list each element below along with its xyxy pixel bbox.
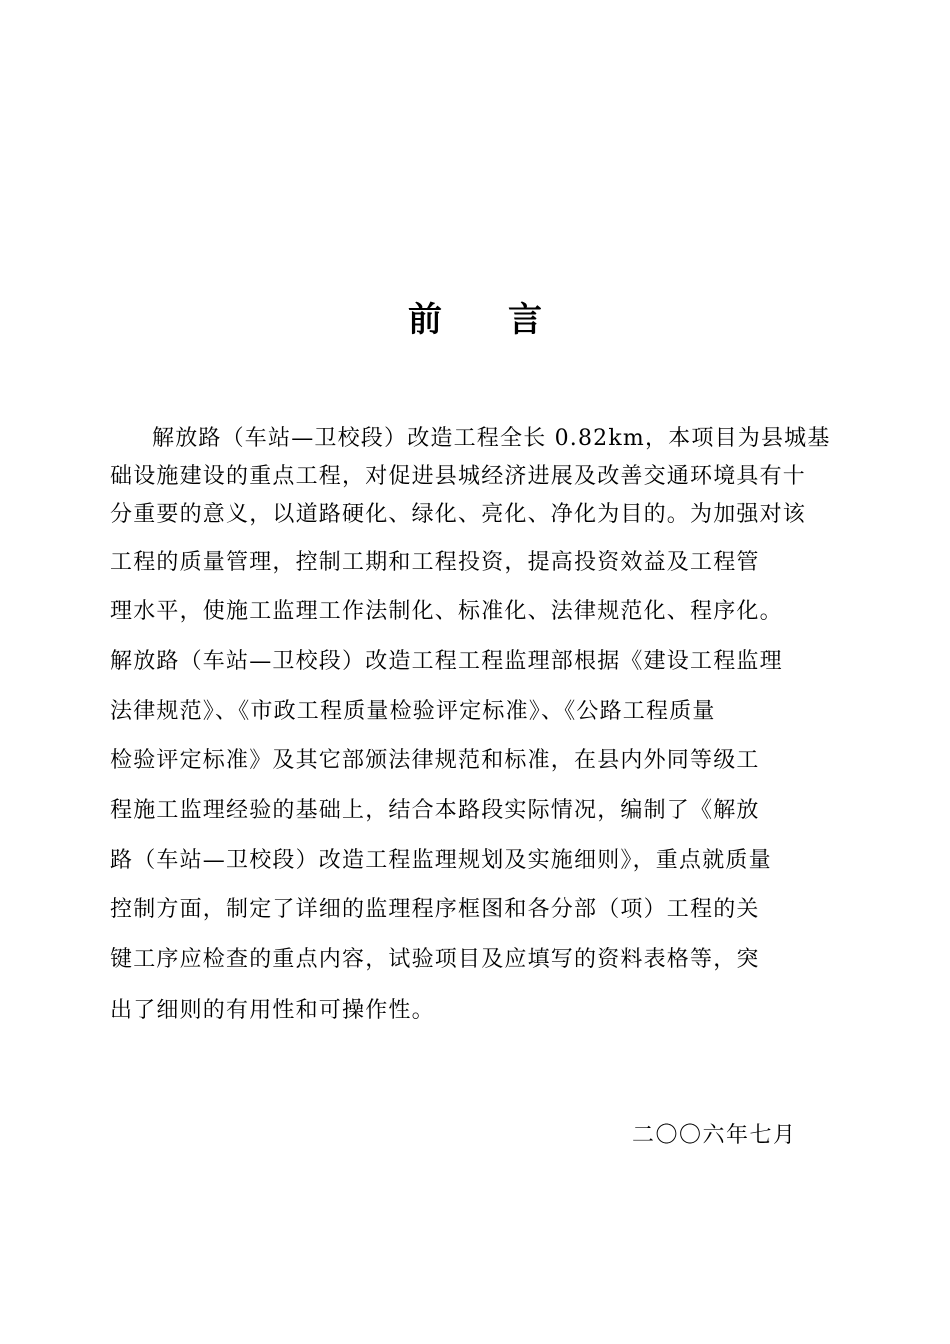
paragraph-line-8: 检验评定标准》及其它部颁法律规范和标准，在县内外同等级工 xyxy=(110,748,760,773)
title-char-2: 言 xyxy=(508,300,542,340)
paragraph-line-3: 分重要的意义，以道路硬化、绿化、亮化、净化为目的。为加强对该 xyxy=(110,502,807,527)
page-title xyxy=(0,290,950,350)
paragraph-line-11: 控制方面，制定了详细的监理程序框图和各分部（项）工程的关 xyxy=(110,897,760,922)
paragraph-line-7: 法律规范》、《市政工程质量检验评定标准》、《公路工程质量 xyxy=(110,699,716,724)
paragraph-line-1: 解放路（车站—卫校段）改造工程全长 0.82km，本项目为县城基 xyxy=(152,426,831,451)
paragraph-line-2: 础设施建设的重点工程，对促进县城经济进展及改善交通环境具有十 xyxy=(110,464,807,489)
paragraph-line-13: 出了细则的有用性和可操作性。 xyxy=(110,998,435,1023)
paragraph-line-4: 工程的质量管理，控制工期和工程投资，提高投资效益及工程管 xyxy=(110,550,760,575)
document-date: 二〇〇六年七月 xyxy=(632,1123,797,1148)
paragraph-line-10: 路（车站—卫校段）改造工程监理规划及实施细则》，重点就质量 xyxy=(110,848,772,873)
paragraph-line-12: 键工序应检查的重点内容，试验项目及应填写的资料表格等，突 xyxy=(110,947,760,972)
paragraph-line-5: 理水平，使施工监理工作法制化、标准化、法律规范化、程序化。 xyxy=(110,599,783,624)
paragraph-line-6: 解放路（车站—卫校段）改造工程工程监理部根据《建设工程监理 xyxy=(110,649,783,674)
title-char-1: 前 xyxy=(408,300,442,340)
paragraph-line-9: 程施工监理经验的基础上，结合本路段实际情况，编制了《解放 xyxy=(110,798,760,823)
